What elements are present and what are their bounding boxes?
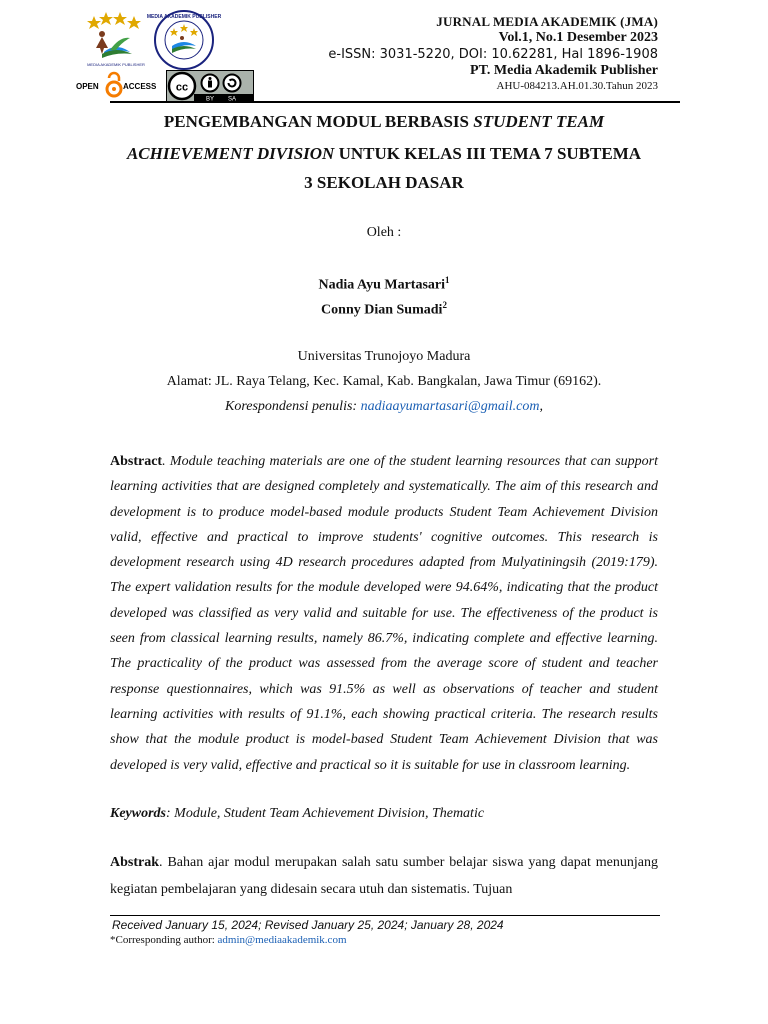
abstract-indonesian: [110, 849, 658, 903]
abstract-english: [110, 449, 658, 778]
paper-title-line-1: [110, 112, 658, 132]
journal-name: JURNAL MEDIA AKADEMIK (JMA): [436, 14, 658, 29]
received-dates: Received January 15, 2024; Revised January 25, 2024; January 28, 2024: [112, 918, 504, 932]
author-1-sup: 1: [445, 275, 450, 285]
abstrak-label: Abstrak: [110, 855, 160, 870]
corresponding-author: [110, 934, 347, 946]
journal-volume: Vol.1, No.1 Desember 2023: [498, 30, 658, 45]
footer-divider: [110, 915, 660, 916]
author-2-sup: 2: [442, 300, 447, 310]
paper-title-line-2: [110, 144, 658, 164]
open-access-badge: [76, 72, 162, 100]
affiliation: Universitas Trunojoyo Madura: [297, 349, 471, 364]
cc-by-label: BY: [205, 96, 215, 103]
correspondence: [110, 399, 658, 415]
title-line-1-plain: PENGEMBANGAN MODUL BERBASIS: [163, 112, 474, 131]
header-divider: [110, 101, 680, 103]
address: Alamat: JL. Raya Telang, Kec. Kamal, Kab. Bangkalan, Jawa Timur (69162).: [166, 374, 602, 389]
svg-text:cc: cc: [175, 81, 189, 94]
cc-license-badge[interactable]: [166, 70, 254, 102]
title-line-2-plain: UNTUK KELAS III TEMA 7 SUBTEMA: [334, 144, 642, 163]
correspondence-trail: ,: [539, 399, 544, 414]
journal-logo-text: MEDIA AKADEMIK PUBLISHER: [87, 62, 145, 67]
keywords-label: Keywords: [110, 806, 166, 821]
title-line-2-italic: ACHIEVEMENT DIVISION: [126, 144, 335, 163]
journal-logo: [80, 8, 152, 68]
abstrak-text: . Bahan ajar modul merupakan salah satu sumber belajar siswa yang dapat menunjang kegiatan pembelajaran yang didesain secara utuh dan sistematis. Tujuan: [110, 855, 658, 897]
author-1: [110, 275, 658, 294]
paper-title-line-3: 3 SEKOLAH DASAR: [304, 173, 464, 192]
open-access-right: ACCESS: [123, 82, 157, 91]
abstract-label: Abstract: [110, 454, 163, 469]
correspondence-label: Korespondensi penulis:: [224, 399, 361, 414]
journal-issn: e-ISSN: 3031-5220, DOI: 10.62281, Hal 1896-1908: [328, 47, 658, 62]
author-2-name: Conny Dian Sumadi: [321, 302, 443, 318]
cc-sa-label: SA: [227, 96, 237, 103]
publisher-ahu: AHU-084213.AH.01.30.Tahun 2023: [496, 80, 658, 92]
keywords-text: : Module, Student Team Achievement Division, Thematic: [166, 806, 485, 821]
corr-author-email-link[interactable]: admin@mediaakademik.com: [217, 934, 347, 946]
publisher-logo: [146, 8, 222, 72]
keywords: [110, 801, 658, 826]
title-line-1-italic: STUDENT TEAM: [473, 112, 605, 131]
author-1-name: Nadia Ayu Martasari: [318, 277, 445, 293]
abstract-text: . Module teaching materials are one of the student learning resources that can support learning activities that are designed completely and systematically. The aim of this research and development is to produce model-based module products Student Team Achievement Division valid, effective and practical to improve students' cognitive outcomes. This research is development research using 4D research procedures adapted from Mulyatiningsih (2019:179). The expert validation results for the module developed were 94.64%, indicating that the product developed was classified as very valid and suitable for use. The effectiveness of the product is seen from classical learning results, namely 86.7%, indicating complete and effective learning. The practicality of the product was assessed from the average score of student and teacher response questionnaires, which was 91.5% as well as observations of teacher and student learning activities with results of 91.1%, each showing practical criteria. The research results show that the module product is model-based Student Team Achievement Division that was developed is very valid, effective and practical so it is suitable for use in classroom learning.: [110, 454, 658, 773]
open-access-left: OPEN: [76, 82, 99, 91]
publisher-logo-text: MEDIA AKADEMIK PUBLISHER: [146, 14, 222, 20]
publisher-name: PT. Media Akademik Publisher: [470, 63, 658, 78]
corr-author-label: *Corresponding author:: [110, 934, 218, 946]
by-label: Oleh :: [366, 225, 402, 240]
author-2: [110, 300, 658, 319]
correspondence-email-link[interactable]: nadiaayumartasari@gmail.com: [360, 399, 540, 414]
